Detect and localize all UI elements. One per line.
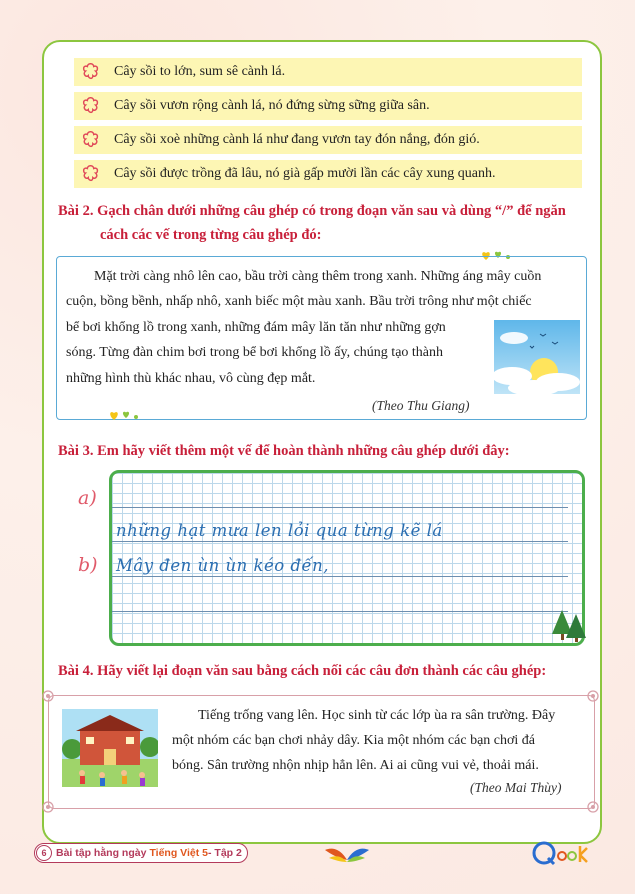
wings-logo-icon — [325, 842, 369, 866]
swirl-corner-icon — [585, 688, 601, 704]
option-1-text: Cây sồi to lớn, sum sê cành lá. — [114, 64, 286, 79]
bai2-heading-line2: cách các vế trong từng câu ghép đó: — [100, 227, 322, 243]
book-prefix: Bài tập hằng ngày — [56, 847, 147, 859]
bai2-line-4: sóng. Từng đàn chim bơi trong bể bơi khổng lồ ấy, chúng tạo thành — [66, 345, 444, 360]
swirl-corner-icon — [585, 799, 601, 815]
option-4-text: Cây sồi được trồng đã lâu, nó già gấp mười lần các cây xung quanh. — [114, 166, 496, 181]
label-b: b) — [78, 554, 98, 576]
answer-a[interactable]: những hạt mưa len lỏi qua từng kẽ lá — [116, 521, 443, 540]
writing-line — [112, 611, 568, 612]
sky-sun-illustration — [494, 320, 580, 394]
writing-line — [112, 576, 568, 577]
bai2-line-1: Mặt trời càng nhô lên cao, bầu trời càng thêm trong xanh. Những áng mây cuồn — [94, 269, 542, 284]
bai4-line-3: bóng. Sân trường nhộn nhịp hẳn lên. Ai ai cũng vui vẻ, thoải mái. — [172, 758, 539, 773]
trees-icon — [550, 608, 588, 642]
footer-book-title — [34, 843, 248, 863]
bai2-line-2: cuộn, bồng bềnh, nhấp nhô, xanh biếc một màu xanh. Bầu trời trông như một chiếc — [66, 294, 532, 309]
swirl-corner-icon — [40, 688, 56, 704]
label-a: a) — [78, 487, 97, 509]
hearts-decoration-icon — [107, 408, 141, 422]
writing-line — [112, 541, 568, 542]
bai2-heading-line1: Bài 2. Gạch chân dưới những câu ghép có trong đoạn văn sau và dùng “/” để ngăn — [58, 203, 566, 219]
bai4-source: (Theo Mai Thùy) — [470, 780, 562, 795]
qbook-logo-icon — [532, 838, 592, 866]
writing-line — [112, 507, 568, 508]
flower-icon — [80, 163, 102, 185]
bai4-line-1: Tiếng trống vang lên. Học sinh từ các lớp ùa ra sân trường. Đây — [198, 708, 556, 723]
bai2-source: (Theo Thu Giang) — [372, 398, 470, 413]
bai2-line-3: bể bơi khổng lồ trong xanh, những đám mây lăn tăn như những gợn — [66, 320, 446, 335]
book-suffix: - Tập 2 — [208, 847, 242, 859]
option-3-text: Cây sồi xoè những cành lá như đang vươn tay đón nắng, đón gió. — [114, 132, 480, 147]
bai4-line-2: một nhóm các bạn chơi nhảy dây. Kia một nhóm các bạn chơi đá — [172, 733, 536, 748]
flower-icon — [80, 95, 102, 117]
option-3[interactable] — [74, 126, 582, 154]
bai2-line-5: những hình thù khác nhau, vô cùng đẹp mắt. — [66, 371, 316, 386]
school-yard-illustration — [62, 709, 158, 787]
flower-icon — [80, 61, 102, 83]
option-2-text: Cây sồi vươn rộng cành lá, nó đứng sừng sững giữa sân. — [114, 98, 430, 113]
bai4-heading: Bài 4. Hãy viết lại đoạn văn sau bằng cách nối các câu đơn thành các câu ghép: — [58, 663, 547, 679]
option-2[interactable] — [74, 92, 582, 120]
bai3-heading: Bài 3. Em hãy viết thêm một vế để hoàn thành những câu ghép dưới đây: — [58, 443, 510, 459]
swirl-corner-icon — [40, 799, 56, 815]
flower-icon — [80, 129, 102, 151]
option-4[interactable] — [74, 160, 582, 188]
page-number: 6 — [36, 845, 52, 861]
book-subject: Tiếng Việt 5 — [149, 847, 208, 859]
answer-b[interactable]: Mây đen ùn ùn kéo đến, — [116, 556, 330, 575]
option-1[interactable] — [74, 58, 582, 86]
